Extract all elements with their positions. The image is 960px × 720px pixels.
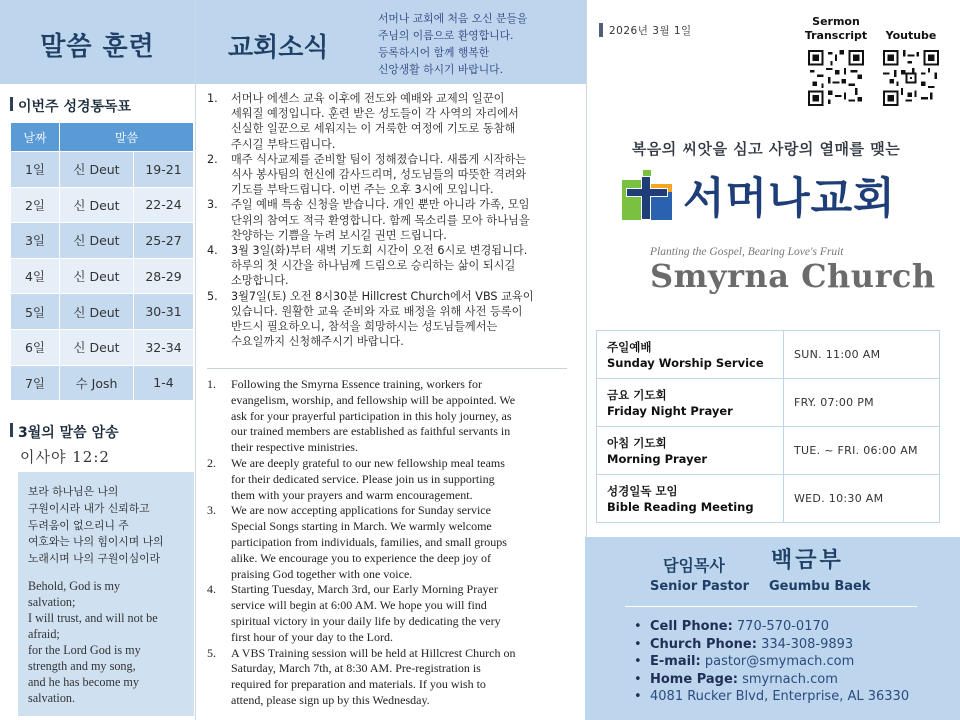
news-line: 매주 식사교제를 준비할 팀이 정해졌습니다. 새롭게 시작하는 xyxy=(231,152,527,166)
verse-english xyxy=(28,578,186,706)
column-divider-left xyxy=(195,0,196,720)
verse-line: 보라 하나님은 나의 xyxy=(28,485,119,498)
news-number: 3. xyxy=(207,503,216,518)
table-row xyxy=(11,329,194,365)
reading-day: 3일 xyxy=(11,223,60,259)
reading-plan-body xyxy=(11,152,194,401)
verse-line: 구원이시라 내가 신뢰하고 xyxy=(28,501,150,515)
service-schedule-table xyxy=(596,330,940,523)
word-training-title: 말씀 훈련 xyxy=(40,32,155,62)
verse-line: 노래시며 나의 구원이심이라 xyxy=(28,552,161,566)
reading-book: 신 Deut xyxy=(60,294,134,330)
service-time: TUE. ~ FRI. 06:00 AM xyxy=(784,427,940,475)
verse-line: 두려움이 없으리니 주 xyxy=(28,518,129,532)
service-name-korean: 금요 기도회 xyxy=(607,387,667,402)
news-line: Following the Smyrna Essence training, workers for xyxy=(231,377,482,391)
church-name-english: Smyrna Church xyxy=(650,257,936,295)
header-scripture: 말씀 xyxy=(60,123,194,152)
reading-chapters: 30-31 xyxy=(134,294,194,330)
contact-label: Church Phone: xyxy=(650,636,757,652)
verse-line: for the Lord God is my xyxy=(28,642,141,657)
table-row xyxy=(11,365,194,401)
news-line: 있습니다. 원활한 교육 준비와 자료 배정을 위해 사전 등록이 xyxy=(231,304,523,318)
table-row xyxy=(11,294,194,330)
church-name-korean: 서머나교회 xyxy=(683,174,896,224)
news-line: 찬양하는 기쁨을 누려 보시길 권면 드립니다. xyxy=(231,228,447,242)
reading-chapters: 1-4 xyxy=(134,365,194,401)
news-number: 4. xyxy=(207,244,218,258)
table-row xyxy=(11,258,194,294)
contact-label: Home Page: xyxy=(650,671,738,687)
contact-list xyxy=(634,618,909,706)
contact-label: E-mail: xyxy=(650,654,701,669)
news-line: Saturday, March 7th, at 8:30 AM. Pre-registration is xyxy=(231,661,481,676)
verse-line: Behold, God is my xyxy=(28,578,121,593)
news-line: 하루의 첫 시간을 하나님께 드림으로 승리하는 삶이 되시길 xyxy=(231,259,516,273)
news-item xyxy=(207,243,567,289)
news-line: 주시길 부탁드립니다. xyxy=(231,137,336,151)
reading-chapters: 19-21 xyxy=(134,152,194,188)
news-item xyxy=(207,582,567,645)
pastor-name-english: Geumbu Baek xyxy=(769,579,871,594)
table-row xyxy=(597,331,940,379)
table-header-row xyxy=(11,123,194,152)
welcome-line: 등록하시어 함께 행복한 xyxy=(378,46,490,59)
welcome-line: 서머나 교회에 처음 오신 분들을 xyxy=(378,12,528,25)
verse-line: salvation; xyxy=(28,594,76,609)
news-list-korean xyxy=(207,91,567,349)
service-name-korean: 아침 기도회 xyxy=(607,435,667,450)
contact-item xyxy=(634,671,909,689)
pastor-divider xyxy=(625,606,917,607)
news-line: Special Songs starting in March. We warmly welcome xyxy=(231,519,492,534)
service-name-english: Bible Reading Meeting xyxy=(607,499,754,514)
news-line: for their dedicated service. Please join us in supporting xyxy=(231,471,495,486)
reading-book: 신 Deut xyxy=(60,223,134,259)
contact-label: Cell Phone: xyxy=(650,619,733,634)
news-line: 단위의 참여도 적극 환영합니다. 함께 목소리를 모아 하나님을 xyxy=(231,213,530,227)
news-item xyxy=(207,456,567,503)
news-line: 반드시 필요하오니, 참석을 희망하시는 성도님들께서는 xyxy=(231,320,498,334)
news-line: 식사 봉사팀의 헌신에 감사드리며, 성도님들의 따뜻한 격려와 xyxy=(231,168,527,182)
news-line: 기도를 부탁드립니다. 이번 주는 오후 3시에 모입니다. xyxy=(231,183,494,197)
news-number: 5. xyxy=(207,289,218,303)
news-line: 신실한 일꾼으로 세워지는 이 거룩한 여정에 기도로 동참해 xyxy=(231,122,516,136)
contact-item xyxy=(634,653,909,671)
bulletin-date: 2026년 3월 1일 xyxy=(609,25,692,37)
welcome-message xyxy=(378,10,583,78)
reading-plan-table xyxy=(10,122,194,401)
news-line: required for preparation and materials. If you wish to xyxy=(231,677,486,692)
service-schedule-body xyxy=(597,331,940,523)
church-news-title: 교회소식 xyxy=(228,33,329,63)
service-time: WED. 10:30 AM xyxy=(784,475,940,523)
service-name-korean: 성경일독 모임 xyxy=(607,483,678,498)
news-line: their respective ministries. xyxy=(231,440,358,455)
table-row xyxy=(597,475,940,523)
service-name-english: Sunday Worship Service xyxy=(607,355,764,370)
church-cross-logo-icon xyxy=(622,170,672,220)
news-number: 2. xyxy=(207,152,218,166)
contact-value: 334-308-9893 xyxy=(756,636,854,652)
service-name xyxy=(597,475,784,523)
news-line: spiritual victory in your daily life by dedicating the very xyxy=(231,613,501,628)
reading-day: 1일 xyxy=(11,152,60,188)
news-line: ask for your prayerful participation in this holy journey, as xyxy=(231,408,512,423)
welcome-line: 신앙생활 하시기 바랍니다. xyxy=(378,63,504,76)
news-line: 소망합니다. xyxy=(231,274,289,288)
youtube-label: Youtube xyxy=(885,29,937,42)
memory-verse-box xyxy=(18,472,194,716)
news-item xyxy=(207,289,567,350)
news-list-english xyxy=(207,377,567,709)
reading-book: 수 Josh xyxy=(60,365,134,401)
verse-line: afraid; xyxy=(28,626,60,641)
section-marker xyxy=(10,423,13,437)
contact-item xyxy=(634,618,909,636)
service-name xyxy=(597,331,784,379)
welcome-line: 주님의 이름으로 환영합니다. xyxy=(378,29,514,42)
news-line: evangelism, worship, and fellowship will be appointed. We xyxy=(231,392,516,407)
verse-line: strength and my song, xyxy=(28,658,136,673)
service-name-english: Morning Prayer xyxy=(607,451,708,466)
news-line: 3월7일(토) 오전 8시30분 Hillcrest Church에서 VBS 교육이 xyxy=(231,289,534,303)
table-row xyxy=(597,379,940,427)
date-marker xyxy=(599,23,603,37)
news-line: 주일 예배 특송 신청을 받습니다. 개인 뿐만 아니라 가족, 모임 xyxy=(231,198,530,212)
reading-day: 6일 xyxy=(11,329,60,365)
verse-line: salvation. xyxy=(28,690,76,705)
service-time: FRY. 07:00 PM xyxy=(784,379,940,427)
reading-day: 2일 xyxy=(11,187,60,223)
news-line: We are deeply grateful to our new fellowship meal teams xyxy=(231,455,505,470)
news-line: service will begin at 6:00 AM. We hope you will find xyxy=(231,598,487,613)
reading-day: 5일 xyxy=(11,294,60,330)
news-line: first hour of your day to the Lord. xyxy=(231,629,393,644)
news-line: them with your prayers and warm encouragement. xyxy=(231,487,473,502)
table-row xyxy=(11,223,194,259)
service-name-korean: 주일예배 xyxy=(607,339,652,354)
news-line: our trained members are established as faithful servants in xyxy=(231,424,511,439)
church-slogan: 복음의 씨앗을 심고 사랑의 열매를 맺는 xyxy=(631,140,901,158)
sermon-qr-code[interactable] xyxy=(808,50,864,106)
sermon-transcript-label: Sermon Transcript xyxy=(804,15,868,42)
verse-line: and he has become my xyxy=(28,674,140,689)
reading-day: 7일 xyxy=(11,365,60,401)
reading-book: 신 Deut xyxy=(60,187,134,223)
header-date: 날짜 xyxy=(11,123,60,152)
reading-book: 신 Deut xyxy=(60,152,134,188)
reading-book: 신 Deut xyxy=(60,258,134,294)
reading-book: 신 Deut xyxy=(60,329,134,365)
verse-korean xyxy=(28,484,186,568)
news-line: 세워질 예정입니다. 훈련 받은 성도들이 각 사역의 자리에서 xyxy=(231,107,519,121)
church-news-header xyxy=(196,0,586,84)
service-name-english: Friday Night Prayer xyxy=(607,403,733,418)
reading-plan-title: 이번주 성경통독표 xyxy=(18,99,132,115)
news-divider xyxy=(207,368,567,369)
news-line: Starting Tuesday, March 3rd, our Early Morning Prayer xyxy=(231,582,498,597)
table-row xyxy=(11,187,194,223)
news-number: 2. xyxy=(207,455,216,470)
news-number: 1. xyxy=(207,377,216,391)
reading-chapters: 28-29 xyxy=(134,258,194,294)
verse-line: I will trust, and will not be xyxy=(28,610,158,625)
pastor-name-korean: 백금부 xyxy=(771,548,844,573)
verse-line: 여호와는 나의 힘이시며 나의 xyxy=(28,535,164,549)
news-item xyxy=(207,503,567,582)
table-row xyxy=(11,152,194,188)
memory-verse-title: 3월의 말씀 암송 xyxy=(18,425,119,441)
news-line: praising God together with one voice. xyxy=(231,566,413,581)
news-number: 4. xyxy=(207,582,216,597)
contact-value: 4081 Rucker Blvd, Enterprise, AL 36330 xyxy=(650,689,910,704)
section-marker xyxy=(10,97,13,111)
news-line: A VBS Training session will be held at Hillcrest Church on xyxy=(231,645,516,660)
reading-day: 4일 xyxy=(11,258,60,294)
service-name xyxy=(597,379,784,427)
news-item xyxy=(207,377,567,456)
news-item xyxy=(207,197,567,243)
reading-chapters: 22-24 xyxy=(134,187,194,223)
word-training-header xyxy=(0,0,195,84)
news-line: 3월 3일(화)부터 새벽 기도회 시간이 오전 6시로 변경됩니다. xyxy=(231,244,528,258)
contact-value[interactable]: pastor@smymach.com xyxy=(700,654,855,669)
news-number: 5. xyxy=(207,645,216,660)
service-name xyxy=(597,427,784,475)
news-line: 수요일까지 신청해주시기 바랍니다. xyxy=(231,335,404,349)
news-line: participation from individuals, families, and small groups xyxy=(231,534,507,549)
youtube-qr-code[interactable] xyxy=(883,50,939,106)
news-line: 서머나 에센스 교육 이후에 전도와 예배와 교제의 일꾼이 xyxy=(231,92,505,105)
contact-value[interactable]: smyrnach.com xyxy=(737,671,838,687)
contact-item xyxy=(634,636,909,654)
church-motto: Planting the Gospel, Bearing Love's Fruit xyxy=(650,246,844,258)
news-number: 1. xyxy=(207,92,218,105)
service-time: SUN. 11:00 AM xyxy=(784,331,940,379)
pastor-role-english: Senior Pastor xyxy=(650,579,750,594)
news-line: alike. We encourage you to experience the deep joy of xyxy=(231,550,492,565)
news-item xyxy=(207,91,567,152)
news-line: We are now accepting applications for Sunday service xyxy=(231,503,491,518)
news-item xyxy=(207,152,567,198)
reading-chapters: 25-27 xyxy=(134,223,194,259)
news-number: 3. xyxy=(207,198,218,212)
contact-value: 770-570-0170 xyxy=(732,619,830,634)
table-row xyxy=(597,427,940,475)
reading-chapters: 32-34 xyxy=(134,329,194,365)
contact-item xyxy=(634,688,909,706)
pastor-role-korean: 담임목사 xyxy=(663,556,725,575)
verse-reference: 이사야 12:2 xyxy=(20,448,110,466)
news-item xyxy=(207,646,567,709)
news-line: attend, please sign up by this Wednesday. xyxy=(231,692,430,707)
